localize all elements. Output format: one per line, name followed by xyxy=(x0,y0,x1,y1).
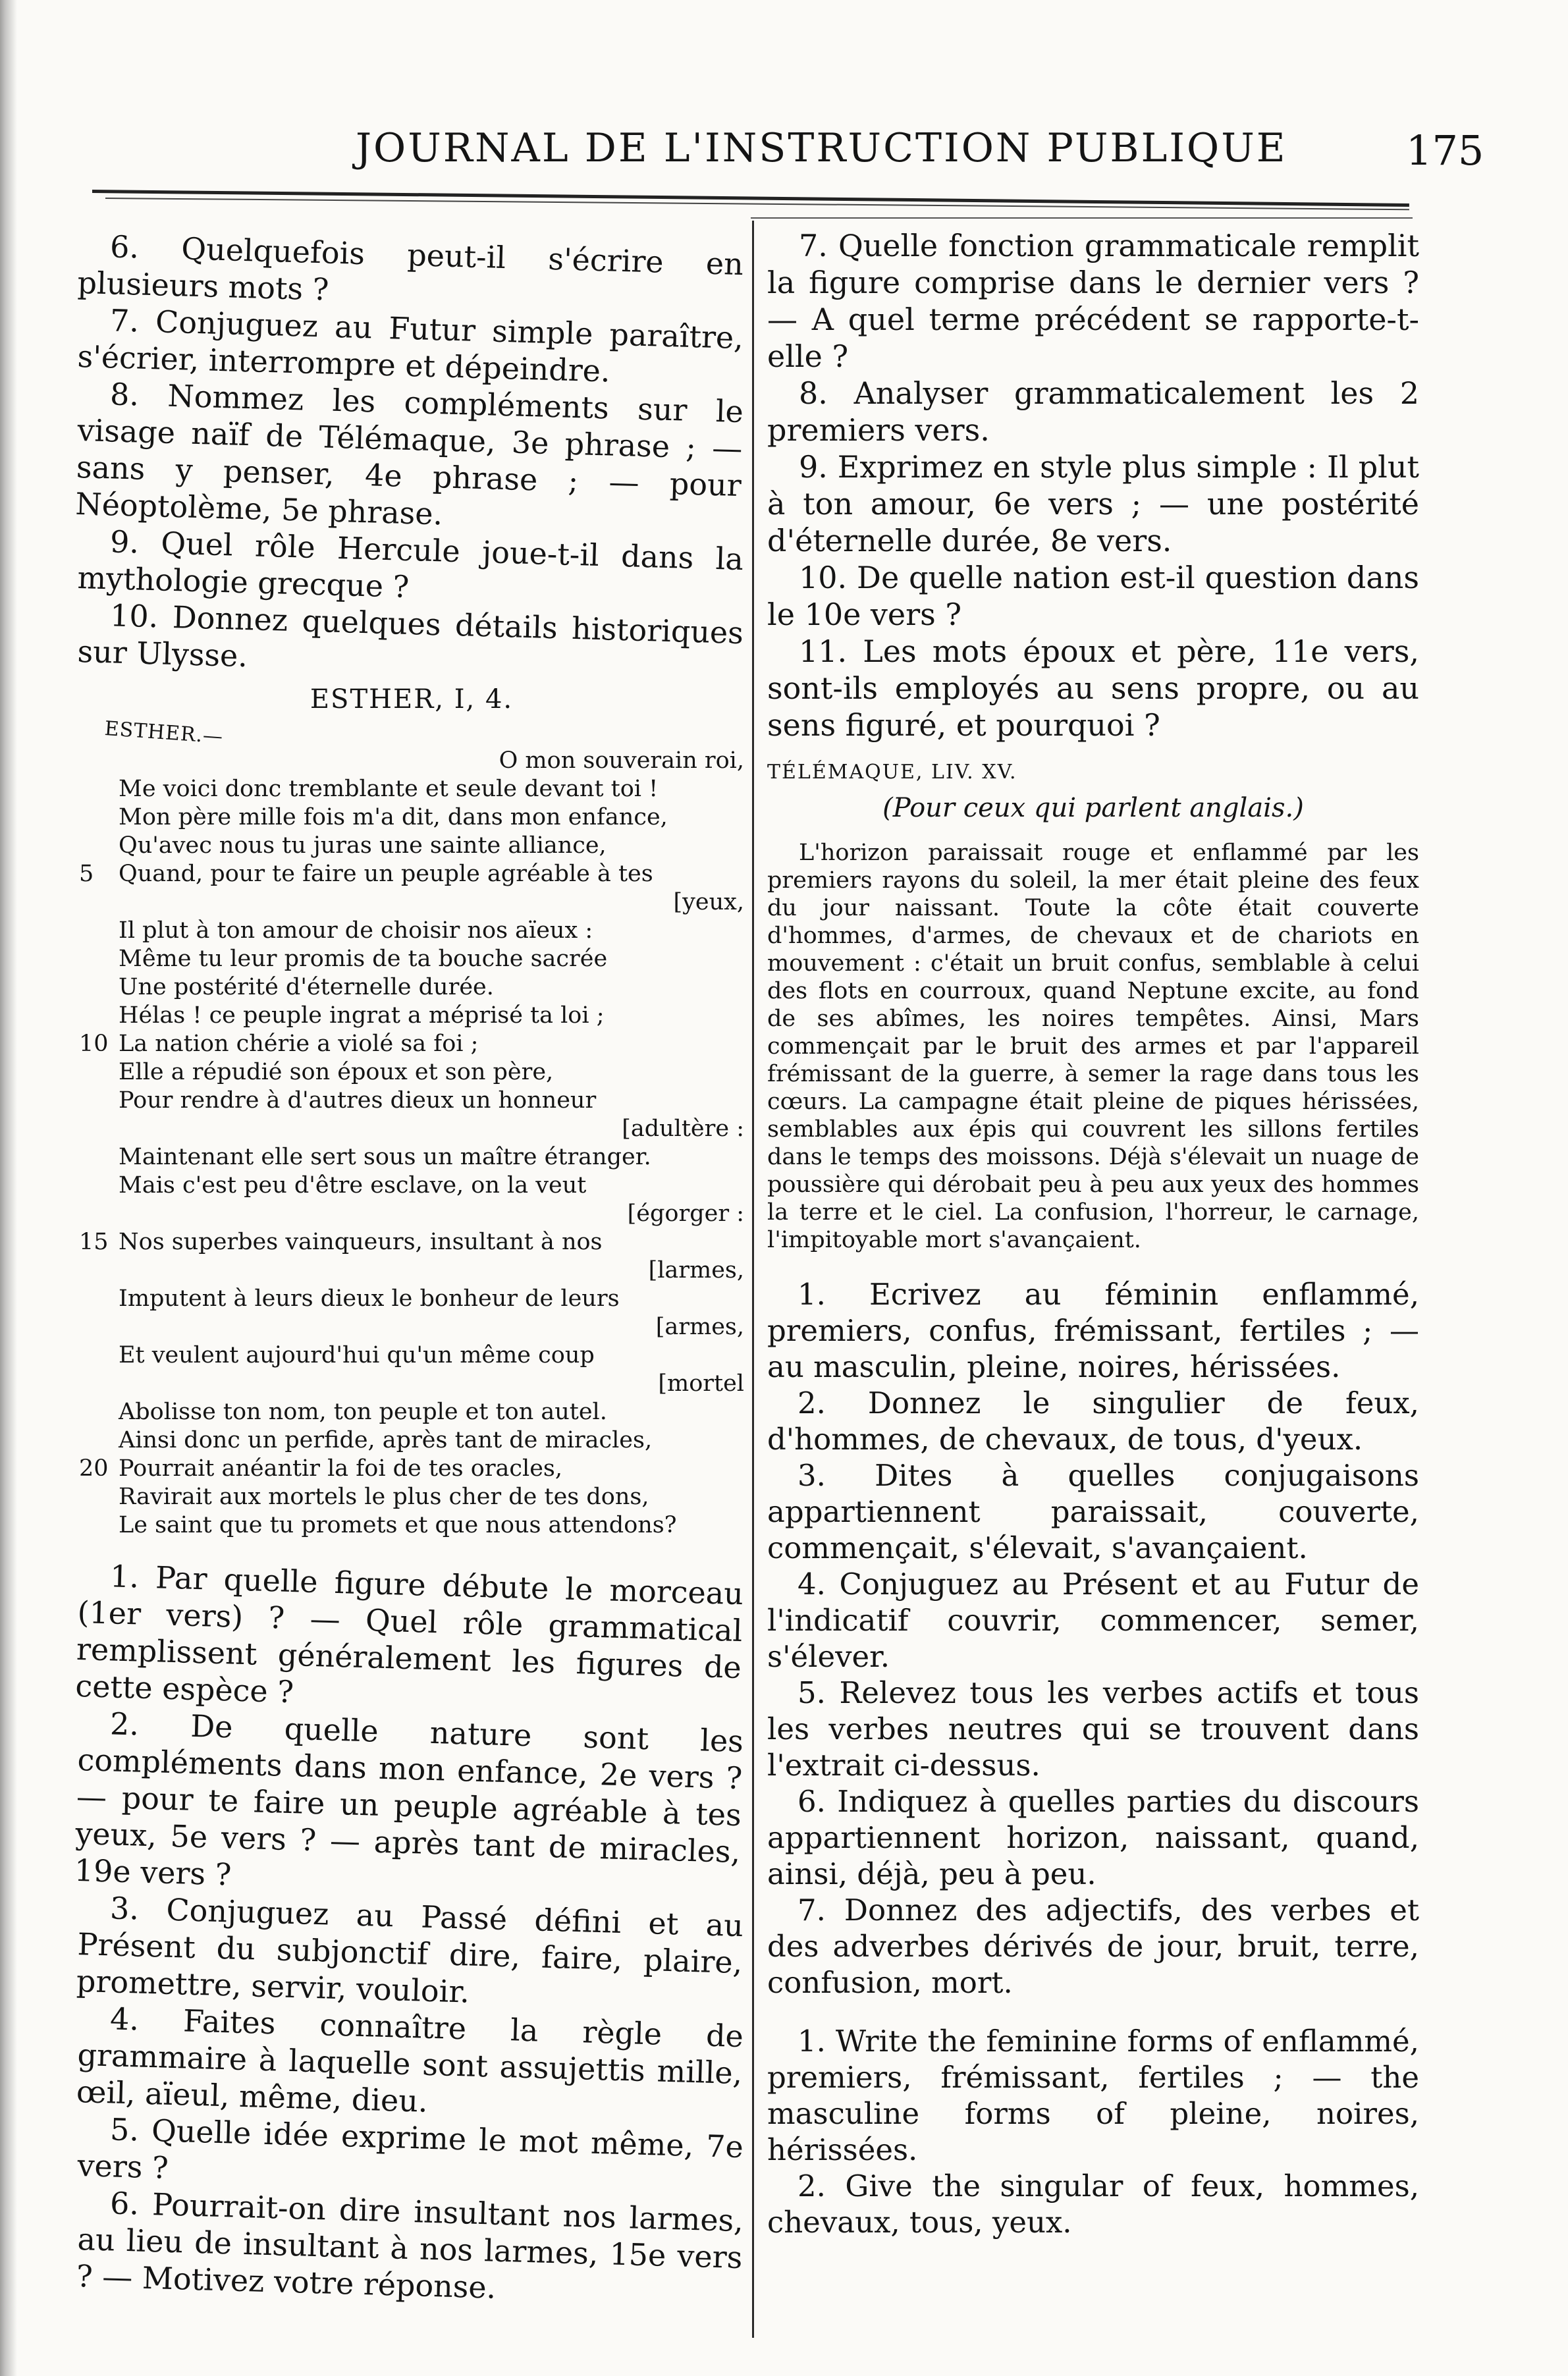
column-divider xyxy=(752,221,754,2338)
exercise: 2. Donnez le singulier de feux, d'hommes, de chevaux, de tous, d'yeux. xyxy=(767,1386,1419,1457)
verse-text: Imputent à leurs dieux le bonheur de leurs xyxy=(119,1285,620,1312)
telemaque-passage: L'horizon paraissait rouge et enflammé par les premiers rayons du soleil, la mer était pleine des feux du jour naissant. Toute la côte était couverte d'hommes, d'armes, de chevaux et de chariots en mouvement : c'était un bruit confus, semblable à celui des flots en courroux, quand Neptune excite, au fond de ses abîmes, les noires tempêtes. Ainsi, Mars commençait par le bruit des armes et par l'appareil frémissant de la guerre, à semer la rage dans tous les cœurs. La campagne était pleine de piques hérissées, semblables aux épis qui couvrent les sillons fertiles dans le temps des moissons. Déjà s'élevait un nuage de poussière qui dérobait peu à peu aux yeux des hommes la terre et le ciel. La confusion, l'horreur, le carnage, l'impitoyable mort s'avançaient. xyxy=(767,840,1419,1253)
exercise: 5. Relevez tous les verbes actifs et tous les verbes neutres qui se trouvent dans l'extrait ci-dessus. xyxy=(767,1675,1419,1783)
verse-line xyxy=(79,1398,744,1426)
question: 9. Quel rôle Hercule joue-t-il dans la mythologie grecque ? xyxy=(76,524,744,605)
exercise: 1. Write the feminine forms of enflammé, premiers, frémissant, fertiles ; — the masculine forms of pleine, noires, hérissées. xyxy=(767,2024,1419,2167)
question: 5. Quelle idée exprime le mot même, 7e vers ? xyxy=(76,2111,744,2186)
verse-line xyxy=(79,888,744,917)
question: 11. Les mots époux et père, 11e vers, sont-ils employés au sens propre, ou au sens figuré, et pourquoi ? xyxy=(767,634,1419,743)
verse-line xyxy=(79,945,744,973)
question: 6. Pourrait-on dire insultant nos larmes, au lieu de insultant à nos larmes, 15e vers ? — Motivez votre réponse. xyxy=(76,2185,744,2306)
verse-line xyxy=(79,1087,744,1115)
esther-poem xyxy=(79,747,744,1540)
question: 6. Quelquefois peut-il s'écrire en plusieurs mots ? xyxy=(76,229,744,308)
verse-text: Et veulent aujourd'hui qu'un même coup xyxy=(119,1342,595,1368)
question: 8. Analyser grammaticalement les 2 premiers vers. xyxy=(767,375,1419,448)
verse-line xyxy=(79,803,744,832)
verse-text: [mortel xyxy=(658,1370,744,1397)
binding-edge xyxy=(0,0,17,2376)
question: 10. De quelle nation est-il question dans le 10e vers ? xyxy=(767,560,1419,632)
left-column xyxy=(74,227,744,2306)
verse-text: Pour rendre à d'autres dieux un honneur xyxy=(119,1087,597,1114)
verse-text: Ravirait aux mortels le plus cher de tes dons, xyxy=(119,1484,649,1510)
verse-number: 20 xyxy=(79,1455,109,1482)
verse-line xyxy=(79,1370,744,1398)
verse-line xyxy=(79,1115,744,1143)
verse-line xyxy=(79,860,744,888)
verse-text: La nation chérie a violé sa foi ; xyxy=(119,1031,479,1057)
verse-text: Une postérité d'éternelle durée. xyxy=(119,974,494,1000)
right-column xyxy=(767,227,1419,2240)
verse-text: Mon père mille fois m'a dit, dans mon enfance, xyxy=(119,804,668,830)
verse-line xyxy=(79,1455,744,1483)
verse-line xyxy=(79,917,744,945)
telemaque-heading: TÉLÉMAQUE, LIV. XV. xyxy=(767,761,1017,784)
verse-text: Ainsi donc un perfide, après tant de miracles, xyxy=(119,1427,653,1453)
verse-text: Abolisse ton nom, ton peuple et ton autel. xyxy=(119,1399,607,1425)
verse-text: Quand, pour te faire un peuple agréable à tes xyxy=(119,861,653,887)
verse-text: Qu'avec nous tu juras une sainte alliance, xyxy=(119,832,607,859)
verse-text: [adultère : xyxy=(622,1116,744,1142)
verse-text: [larmes, xyxy=(648,1257,744,1283)
verse-line xyxy=(79,1200,744,1228)
question: 7. Conjuguez au Futur simple paraître, s'écrier, interrompre et dépeindre. xyxy=(76,302,744,389)
verse-line xyxy=(79,1426,744,1455)
question: 7. Quelle fonction grammaticale remplit la figure comprise dans le dernier vers ? — A quel terme précédent se rapporte-t-elle ? xyxy=(767,228,1419,374)
verse-text: Mais c'est peu d'être esclave, on la veut xyxy=(119,1172,587,1199)
question: 4. Faites connaître la règle de grammaire à laquelle sont assujettis mille, œil, aïeul, même, dieu. xyxy=(76,2001,744,2119)
verse-line xyxy=(79,1058,744,1087)
verse-line xyxy=(79,747,744,775)
verse-line xyxy=(79,973,744,1002)
verse-number: 10 xyxy=(79,1031,109,1057)
question: 8. Nommez les compléments sur le visage naïf de Télémaque, 3e phrase ; — sans y penser, 4e phrase ; — pour Néoptolème, 5e phrase. xyxy=(74,376,744,532)
verse-line xyxy=(79,1172,744,1200)
running-title: JOURNAL DE L'INSTRUCTION PUBLIQUE xyxy=(356,125,1287,171)
verse-number: 15 xyxy=(79,1229,109,1255)
verse-text: [yeux, xyxy=(673,889,744,915)
exercise: 2. Give the singular of feux, hommes, chevaux, tous, yeux. xyxy=(767,2169,1419,2240)
verse-text: Même tu leur promis de ta bouche sacrée xyxy=(119,946,608,972)
exercise: 1. Ecrivez au féminin enflammé, premiers, confus, frémissant, fertiles ; — au masculin, pleine, noires, hérissées. xyxy=(767,1277,1419,1384)
speaker-label: ESTHER.— xyxy=(103,717,225,749)
verse-line xyxy=(79,1511,744,1540)
verse-line xyxy=(79,1483,744,1511)
verse-text: [égorger : xyxy=(627,1201,744,1227)
verse-line xyxy=(79,832,744,860)
verse-text: Maintenant elle sert sous un maître étranger. xyxy=(119,1144,651,1170)
page-number: 175 xyxy=(1406,126,1484,175)
verse-line xyxy=(79,1256,744,1285)
esther-heading: ESTHER, I, 4. xyxy=(310,684,514,715)
question: 2. De quelle nature sont les compléments dans mon enfance, 2e vers ? — pour te faire un peuple agréable à tes yeux, 5e vers ? — après tant de miracles, 19e vers ? xyxy=(74,1706,744,1893)
verse-line xyxy=(79,1030,744,1058)
verse-line xyxy=(79,1285,744,1313)
question: 9. Exprimez en style plus simple : Il plut à ton amour, 6e vers ; — une postérité d'éternelle durée, 8e vers. xyxy=(767,449,1419,558)
verse-text: Nos superbes vainqueurs, insultant à nos xyxy=(119,1229,603,1255)
verse-line xyxy=(79,1341,744,1370)
exercise: 4. Conjuguez au Présent et au Futur de l'indicatif couvrir, commencer, semer, s'élever. xyxy=(767,1567,1419,1674)
verse-text: Il plut à ton amour de choisir nos aïeux : xyxy=(119,917,593,944)
verse-line xyxy=(79,1002,744,1030)
exercise: 6. Indiquez à quelles parties du discours appartiennent horizon, naissant, quand, ainsi, déjà, peu à peu. xyxy=(767,1784,1419,1891)
verse-text: Le saint que tu promets et que nous attendons? xyxy=(119,1512,677,1538)
exercise: 7. Donnez des adjectifs, des verbes et des adverbes dérivés de jour, bruit, terre, confusion, mort. xyxy=(767,1893,1419,2000)
verse-text: Elle a répudié son époux et son père, xyxy=(119,1059,554,1085)
verse-line xyxy=(79,775,744,803)
exercise: 3. Dites à quelles conjugaisons appartiennent paraissait, couverte, commençait, s'élevait, s'avançaient. xyxy=(767,1458,1419,1565)
telemaque-subtitle: (Pour ceux qui parlent anglais.) xyxy=(882,793,1304,823)
verse-line xyxy=(79,1228,744,1256)
verse-text: Me voici donc tremblante et seule devant toi ! xyxy=(119,776,659,802)
verse-text: Pourrait anéantir la foi de tes oracles, xyxy=(119,1455,563,1482)
verse-text: [armes, xyxy=(655,1314,744,1340)
question: 3. Conjuguez au Passé défini et au Présent du subjonctif dire, faire, plaire, promettre, servir, vouloir. xyxy=(76,1890,744,2010)
verse-line xyxy=(79,1143,744,1172)
verse-text: O mon souverain roi, xyxy=(499,747,744,774)
question: 10. Donnez quelques détails historiques sur Ulysse. xyxy=(76,597,744,674)
header-rule-short xyxy=(751,217,1413,219)
question: 1. Par quelle figure débute le morceau (1er vers) ? — Quel rôle grammatical remplissent généralement les figures de cette espèce ? xyxy=(74,1558,744,1710)
verse-line xyxy=(79,1313,744,1341)
verse-text: Hélas ! ce peuple ingrat a méprisé ta loi ; xyxy=(119,1002,605,1029)
verse-number: 5 xyxy=(79,861,94,887)
spacer xyxy=(767,2001,1419,2023)
